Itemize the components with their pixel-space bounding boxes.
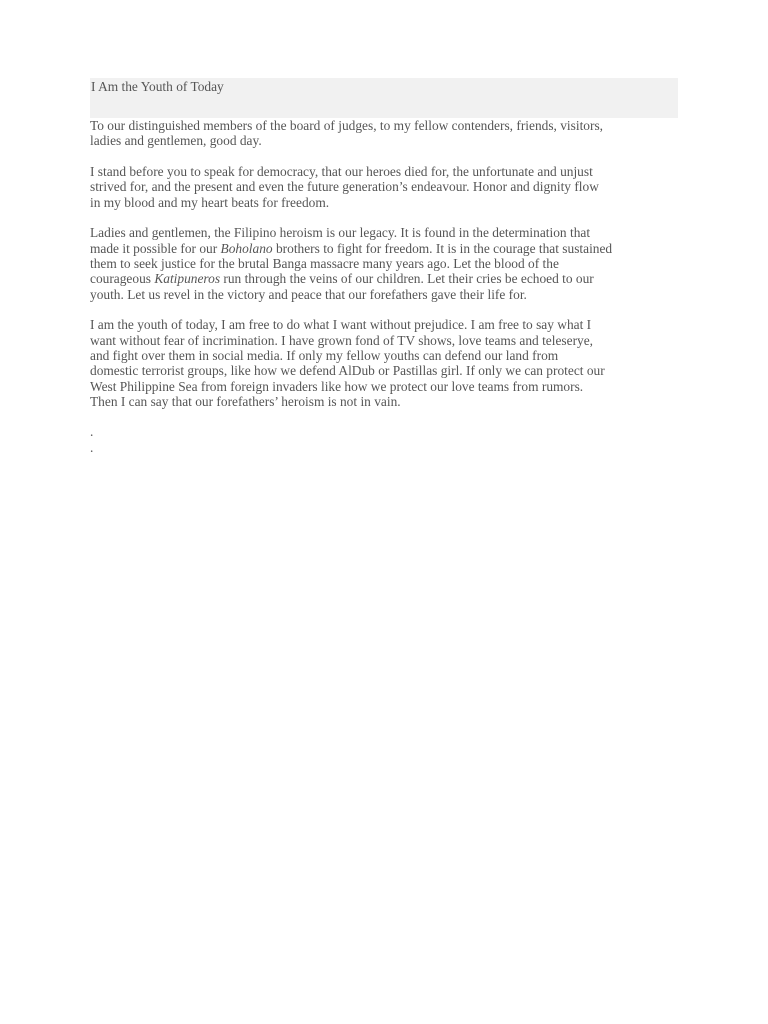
trailing-mark: . [90,424,94,439]
text-line: ladies and gentlemen, good day. [90,133,262,149]
document-body [90,118,690,425]
text-run: run through the veins of our children. Let their cries be echoed to our [220,271,594,287]
text-line: want without fear of incrimination. I have grown fond of TV shows, love teams and teleserye, [90,332,594,348]
italic-term-boholano: Boholano [220,240,273,256]
paragraph-democracy [90,164,690,210]
text-line: Then I can say that our forefathers’ heroism is not in vain. [90,393,401,409]
text-line: strived for, and the present and even the future generation’s endeavour. Honor and dignity flow [90,179,599,195]
text-line: them to seek justice for the brutal Banga massacre many years ago. Let the blood of the [90,256,559,272]
trailing-marks [90,424,93,456]
text-line: West Philippine Sea from foreign invaders like how we protect our love teams from rumors. [90,378,584,394]
text-line: I stand before you to speak for democracy, that our heroes died for, the unfortunate and unjust [90,164,593,180]
text-line: and fight over them in social media. If only my fellow youths can defend our land from [90,348,559,364]
text-line [90,271,690,286]
trailing-mark: . [90,440,94,455]
document-title: I Am the Youth of Today [91,79,224,94]
text-line: in my blood and my heart beats for freedom. [90,194,330,210]
text-run: made it possible for our [90,240,221,256]
text-run: courageous [90,271,155,287]
text-line [90,241,690,256]
paragraph-greeting [90,118,690,149]
text-line: To our distinguished members of the board of judges, to my fellow contenders, friends, visitors, [90,118,604,133]
text-line: domestic terrorist groups, like how we defend AlDub or Pastillas girl. If only we can protect our [90,363,605,379]
text-line: Ladies and gentlemen, the Filipino heroism is our legacy. It is found in the determination that [90,225,591,241]
text-run: brothers to fight for freedom. It is in the courage that sustained [272,240,613,256]
text-line: youth. Let us revel in the victory and peace that our forefathers gave their life for. [90,286,527,302]
italic-term-katipuneros: Katipuneros [154,271,221,287]
text-line: I am the youth of today, I am free to do what I want without prejudice. I am free to say what I [90,317,592,333]
paragraph-heroism [90,225,690,301]
paragraph-youth-today [90,317,690,409]
